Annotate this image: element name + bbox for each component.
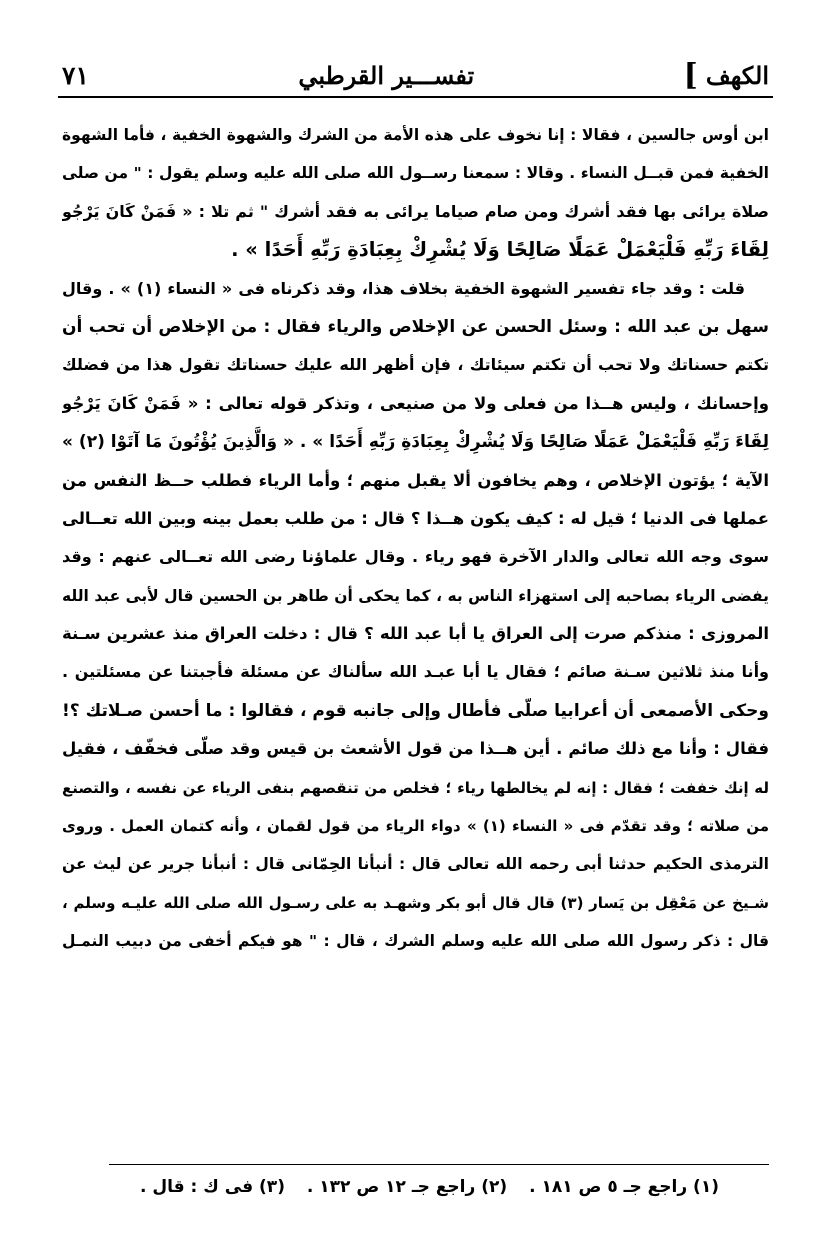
- text-line: لِقَاءَ رَبِّهِ فَلْيَعْمَلْ عَمَلًا صَالِحًا وَلَا يُشْرِكْ بِعِبَادَةِ رَبِّهِ أَحَدًا » . « وَالَّذِينَ يُؤْتُونَ مَا آتَوْا (٢) »: [62, 432, 769, 453]
- text-line: ابن أوس جالسين ، فقالا : إنا نخوف على هذه الأمة من الشرك والشهوة الخفية ، فأما الشهوة: [62, 126, 769, 144]
- text-line: من صلاته ؛ وقد تقدّم فى « النساء (١) » دواء الرياء من قول لقمان ، وأنه كتمان العمل . وروى: [62, 817, 769, 836]
- footnote-rule: [109, 1164, 769, 1165]
- text-line: له إنك خففت ؛ فقال : إنه لم يخالطها رياء ؛ فخلص من تنقصهم بنفى الرياء عن نفسه ، والتصنع: [62, 778, 769, 797]
- text-line: سوى وجه الله تعالى والدار الآخرة فهو رياء . وقال علماؤنا رضى الله تعــالى عنهم : وقد: [62, 547, 769, 567]
- header-bracket: ]: [683, 58, 698, 93]
- text-line: صلاة يرائى بها فقد أشرك ومن صام صياما يرائى به فقد أشرك " ثم تلا : « فَمَنْ كَانَ يَرْجُو: [62, 201, 769, 221]
- footnote-2: (٢) راجع جـ ١٢ ص ١٣٢ .: [306, 1177, 508, 1197]
- text-line: شـيخ عن مَعْقِل بن يَسار (٣) قال قال أبو بكر وشهـد به على رسـول الله صلى الله عليـه وسلم ،: [62, 893, 769, 912]
- page-number: ٧١: [62, 61, 89, 90]
- text-line: وأنا منذ ثلاثين سـنة صائم ؛ فقال يا أبا عبـد الله سألناك عن مسئلة فأجبتنا عن مسئلتين .: [62, 662, 769, 682]
- text-line: تكتم حسناتك ولا تحب أن تكتم سيئاتك ، فإن أظهر الله عليك حسناتك تقول هذا من فضلك: [62, 355, 769, 375]
- text-line: الآية ؛ يؤتون الإخلاص ، وهم يخافون ألا يقبل منهم ؛ وأما الرياء فطلب حــظ النفس من: [62, 470, 769, 490]
- text-line: عملها فى الدنيا ؛ قيل له : كيف يكون هــذا ؟ قال : من طلب بعمل بينه وبين الله تعــالى: [62, 508, 769, 528]
- text-line: وإحسانك ، وليس هــذا من فعلى ولا من صنيعى ، وتذكر قوله تعالى : « فَمَنْ كَانَ يَرْجُو: [62, 393, 769, 413]
- page-header: [62, 52, 769, 94]
- header-rule: [58, 96, 773, 98]
- text-line: يفضى الرياء بصاحبه إلى استهزاء الناس به ، كما يحكى أن طاهر بن الحسين قال لأبى عبد الله: [62, 586, 769, 605]
- text-line: قلت : وقد جاء تفسير الشهوة الخفية بخلاف هذا، وقد ذكرناه فى « النساء (١) » . وقال: [62, 278, 746, 298]
- text-line: وحكى الأصمعى أن أعرابيا صلّى فأطال وإلى جانبه قوم ، فقالوا : ما أحسن صـلاتك ؟!: [62, 700, 769, 721]
- text-line: قال : ذكر رسول الله صلى الله عليه وسلم الشرك ، قال : " هو فيكم أخفى من دبيب النمـل: [62, 932, 769, 951]
- text-line: المروزى : منذكم صرت إلى العراق يا أبا عبد الله ؟ قال : دخلت العراق منذ عشرين سـنة: [62, 624, 769, 644]
- body-text: [62, 116, 769, 961]
- surah-title: [684, 58, 769, 94]
- book-title: تفســـير القرطبي: [298, 61, 475, 90]
- text-line: فقال : وأنا مع ذلك صائم . أين هــذا من قول الأشعث بن قيس وقد صلّى فخفّف ، فقيل: [62, 739, 769, 759]
- footnotes: [140, 1172, 719, 1202]
- text-line: لِقَاءَ رَبِّهِ فَلْيَعْمَلْ عَمَلًا صَالِحًا وَلَا يُشْرِكْ بِعِبَادَةِ رَبِّهِ أَحَدًا » .: [231, 238, 769, 262]
- footnote-3: (٣) فى ك : قال .: [140, 1177, 285, 1197]
- footnote-1: (١) راجع جـ ٥ ص ١٨١ .: [529, 1177, 719, 1197]
- text-line: الخفية فمن قبــل النساء . وقالا : سمعنا رســول الله صلى الله عليه وسلم يقول : " من صلى: [62, 164, 769, 183]
- text-line: الترمذى الحكيم حدثنا أبى رحمه الله تعالى قال : أنبأنا الحِمّانى قال : أنبأنا جرير عن ليث عن: [62, 855, 769, 874]
- surah-name: الكهف: [705, 61, 769, 90]
- text-line: سهل بن عبد الله : وسئل الحسن عن الإخلاص والرياء فقال : من الإخلاص أن تحب أن: [62, 316, 769, 337]
